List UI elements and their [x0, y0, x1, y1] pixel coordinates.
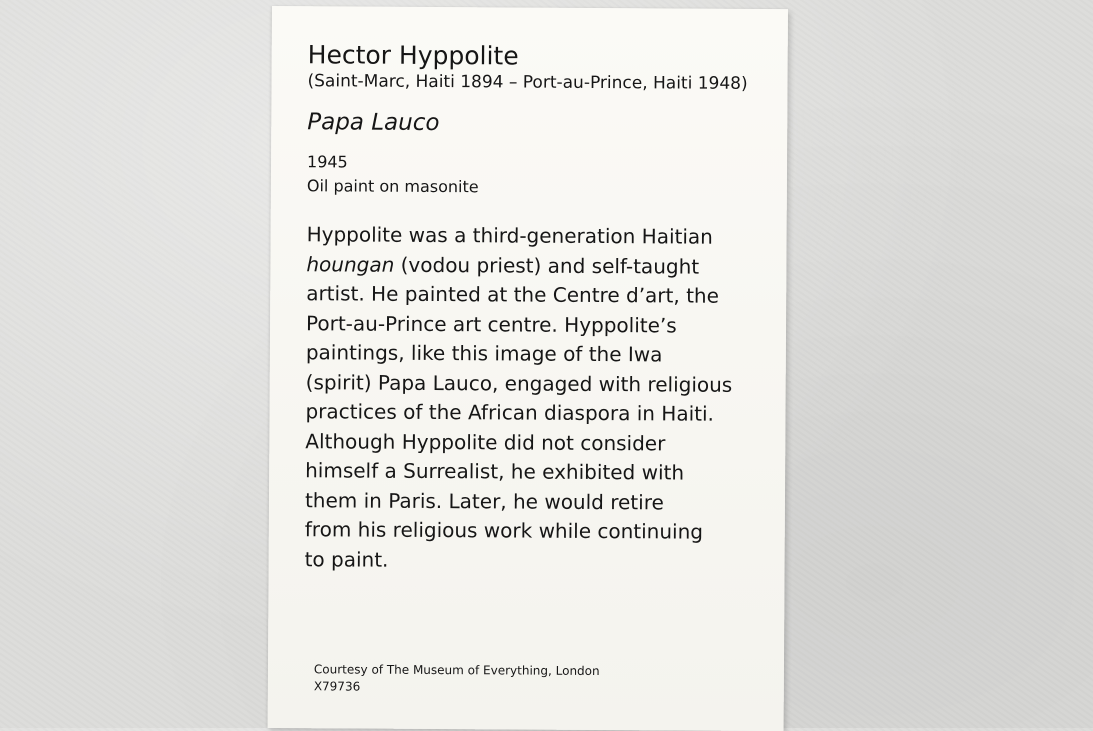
- accession-number: X79736: [313, 679, 361, 694]
- description-line: [306, 250, 746, 282]
- description-line: (spirit) Papa Lauco, engaged with religious: [305, 369, 733, 397]
- museum-label-card: [268, 6, 788, 731]
- credit-line: Courtesy of The Museum of Everything, London: [313, 662, 600, 679]
- description-line: them in Paris. Later, he would retire: [304, 487, 664, 514]
- artist-name: Hector Hyppolite: [307, 40, 519, 71]
- description-text: [305, 220, 747, 577]
- credit-block: [314, 661, 600, 697]
- label-content: [305, 40, 758, 577]
- artwork-year: 1945: [306, 152, 348, 172]
- description-line: Although Hyppolite did not consider: [305, 428, 666, 455]
- description-line: Port-au-Prince art centre. Hyppolite’s: [305, 310, 677, 337]
- description-line-text: (vodou priest) and self-taught: [400, 252, 700, 279]
- artwork-medium: Oil paint on masonite: [306, 176, 479, 197]
- description-line: artist. He painted at the Centre d’art, the: [306, 281, 720, 308]
- description-line: practices of the African diaspora in Haiti.: [305, 399, 715, 426]
- description-line: from his religious work while continuing: [304, 517, 704, 544]
- description-line: to paint.: [304, 546, 389, 572]
- description-line: himself a Surrealist, he exhibited with: [305, 458, 685, 485]
- italic-term: houngan: [306, 251, 395, 277]
- artist-dates: (Saint-Marc, Haiti 1894 – Port-au-Prince, Haiti 1948): [307, 71, 748, 94]
- description-line: Hyppolite was a third-generation Haitian: [306, 222, 713, 249]
- artwork-title: Papa Lauco: [307, 109, 440, 137]
- description-line: paintings, like this image of the Iwa: [305, 340, 663, 367]
